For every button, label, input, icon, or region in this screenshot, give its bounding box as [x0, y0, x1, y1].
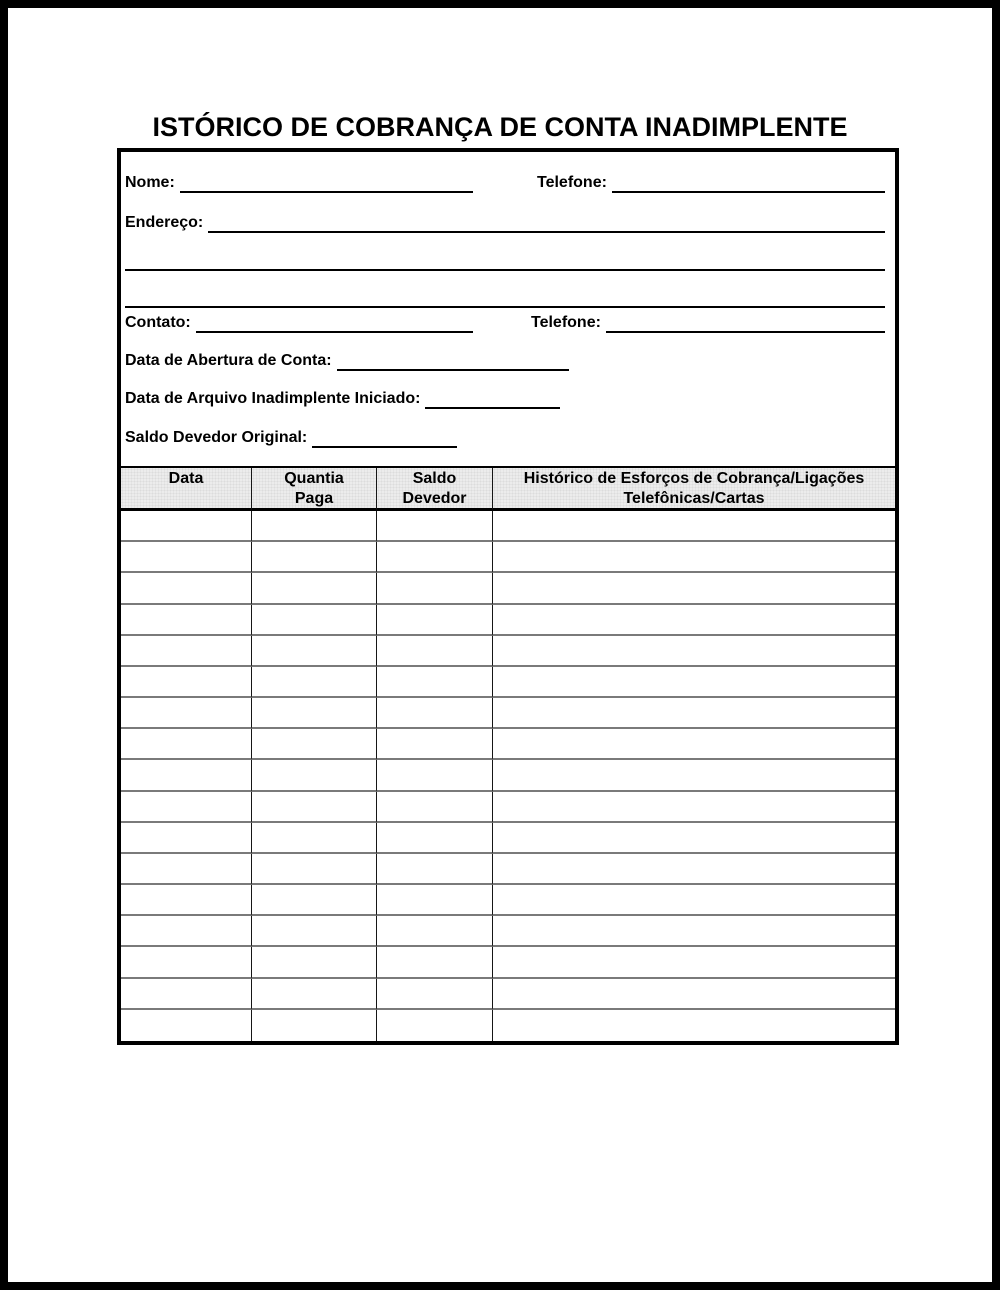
col-header-paga-text: Paga: [294, 490, 334, 507]
cell-saldo-devedor[interactable]: [377, 792, 493, 823]
col-header-quantia-text: Quantia: [284, 470, 344, 487]
cell-quantia-paga[interactable]: [252, 667, 377, 698]
form-box: [117, 148, 899, 1045]
row-nome-telefone: [125, 172, 885, 193]
cell-quantia-paga[interactable]: [252, 1010, 377, 1041]
telefone-contato-label: Telefone:: [531, 314, 601, 331]
saldo-original-input-line[interactable]: [312, 427, 457, 448]
cell-quantia-paga[interactable]: [252, 729, 377, 760]
data-arquivo-field-group: [125, 388, 560, 409]
cell-data[interactable]: [121, 698, 252, 729]
endereco-label: Endereço:: [125, 214, 204, 231]
cell-quantia-paga[interactable]: [252, 636, 377, 667]
cell-saldo-devedor[interactable]: [377, 667, 493, 698]
nome-label: Nome:: [125, 174, 175, 191]
cell-historico[interactable]: [493, 605, 895, 636]
cell-historico[interactable]: [493, 760, 895, 791]
cell-data[interactable]: [121, 729, 252, 760]
cell-saldo-devedor[interactable]: [377, 916, 493, 947]
row-data-abertura: [125, 350, 885, 371]
cell-quantia-paga[interactable]: [252, 916, 377, 947]
cell-data[interactable]: [121, 823, 252, 854]
cell-historico[interactable]: [493, 511, 895, 542]
collection-history-table: [121, 466, 895, 1041]
col-header-saldo-text: Saldo: [412, 470, 457, 487]
cell-data[interactable]: [121, 667, 252, 698]
cell-historico[interactable]: [493, 885, 895, 916]
cell-saldo-devedor[interactable]: [377, 947, 493, 978]
data-arquivo-label: Data de Arquivo Inadimplente Iniciado:: [125, 390, 421, 407]
endereco-field-group: [125, 212, 885, 233]
page-title: ISTÓRICO DE COBRANÇA DE CONTA INADIMPLENTE: [152, 112, 848, 142]
row-contato-telefone: [125, 312, 885, 333]
cell-quantia-paga[interactable]: [252, 979, 377, 1010]
cell-quantia-paga[interactable]: [252, 511, 377, 542]
endereco-input-line[interactable]: [208, 212, 885, 233]
cell-quantia-paga[interactable]: [252, 792, 377, 823]
col-header-quantia-paga: [252, 468, 377, 511]
contato-input-line[interactable]: [196, 312, 473, 333]
cell-data[interactable]: [121, 760, 252, 791]
row-data-arquivo: [125, 388, 885, 409]
data-abertura-label: Data de Abertura de Conta:: [125, 352, 332, 369]
data-abertura-field-group: [125, 350, 569, 371]
col-header-data: [121, 468, 252, 511]
cell-saldo-devedor[interactable]: [377, 1010, 493, 1041]
cell-historico[interactable]: [493, 667, 895, 698]
cell-saldo-devedor[interactable]: [377, 729, 493, 760]
nome-input-line[interactable]: [180, 172, 473, 193]
cell-data[interactable]: [121, 1010, 252, 1041]
cell-saldo-devedor[interactable]: [377, 760, 493, 791]
cell-historico[interactable]: [493, 854, 895, 885]
col-header-historico: [493, 468, 895, 511]
cell-data[interactable]: [121, 979, 252, 1010]
col-header-data-text: Data: [168, 470, 204, 487]
cell-data[interactable]: [121, 854, 252, 885]
cell-saldo-devedor[interactable]: [377, 605, 493, 636]
row-endereco: [125, 212, 885, 233]
nome-field-group: [125, 172, 473, 193]
cell-quantia-paga[interactable]: [252, 947, 377, 978]
cell-data[interactable]: [121, 885, 252, 916]
col-header-devedor-text: Devedor: [402, 490, 467, 507]
col-header-saldo-devedor: [377, 468, 493, 511]
telefone-top-label: Telefone:: [537, 174, 607, 191]
cell-saldo-devedor[interactable]: [377, 979, 493, 1010]
saldo-original-field-group: [125, 427, 457, 448]
telefone-top-field-group: [537, 172, 885, 193]
cell-saldo-devedor[interactable]: [377, 542, 493, 573]
cell-saldo-devedor[interactable]: [377, 511, 493, 542]
cell-saldo-devedor[interactable]: [377, 885, 493, 916]
cell-quantia-paga[interactable]: [252, 854, 377, 885]
cell-data[interactable]: [121, 916, 252, 947]
cell-quantia-paga[interactable]: [252, 823, 377, 854]
cell-data[interactable]: [121, 605, 252, 636]
cell-data[interactable]: [121, 792, 252, 823]
cell-data[interactable]: [121, 573, 252, 604]
cell-historico[interactable]: [493, 792, 895, 823]
cell-quantia-paga[interactable]: [252, 573, 377, 604]
cell-quantia-paga[interactable]: [252, 885, 377, 916]
cell-data[interactable]: [121, 542, 252, 573]
cell-historico[interactable]: [493, 573, 895, 604]
cell-saldo-devedor[interactable]: [377, 698, 493, 729]
cell-historico[interactable]: [493, 916, 895, 947]
contato-label: Contato:: [125, 314, 191, 331]
telefone-contato-field-group: [531, 312, 885, 333]
cell-data[interactable]: [121, 511, 252, 542]
cell-saldo-devedor[interactable]: [377, 823, 493, 854]
cell-saldo-devedor[interactable]: [377, 854, 493, 885]
contato-field-group: [125, 312, 473, 333]
cell-quantia-paga[interactable]: [252, 542, 377, 573]
cell-historico[interactable]: [493, 979, 895, 1010]
endereco-extra-line-2[interactable]: [125, 306, 885, 308]
cell-historico[interactable]: [493, 729, 895, 760]
cell-data[interactable]: [121, 947, 252, 978]
cell-historico[interactable]: [493, 1010, 895, 1041]
data-abertura-input-line[interactable]: [337, 350, 569, 371]
row-saldo-original: [125, 427, 885, 448]
cell-quantia-paga[interactable]: [252, 698, 377, 729]
cell-historico[interactable]: [493, 947, 895, 978]
cell-quantia-paga[interactable]: [252, 760, 377, 791]
col-header-historico-text-1: Histórico de Esforços de Cobrança/Ligações: [523, 470, 865, 487]
cell-historico[interactable]: [493, 636, 895, 667]
saldo-original-label: Saldo Devedor Original:: [125, 429, 308, 446]
cell-quantia-paga[interactable]: [252, 605, 377, 636]
data-arquivo-input-line[interactable]: [425, 388, 560, 409]
telefone-top-input-line[interactable]: [612, 172, 885, 193]
cell-saldo-devedor[interactable]: [377, 636, 493, 667]
cell-saldo-devedor[interactable]: [377, 573, 493, 604]
cell-historico[interactable]: [493, 823, 895, 854]
col-header-historico-text-2: Telefônicas/Cartas: [623, 490, 765, 507]
endereco-extra-line-1[interactable]: [125, 269, 885, 271]
cell-data[interactable]: [121, 636, 252, 667]
cell-historico[interactable]: [493, 542, 895, 573]
telefone-contato-input-line[interactable]: [606, 312, 885, 333]
cell-historico[interactable]: [493, 698, 895, 729]
